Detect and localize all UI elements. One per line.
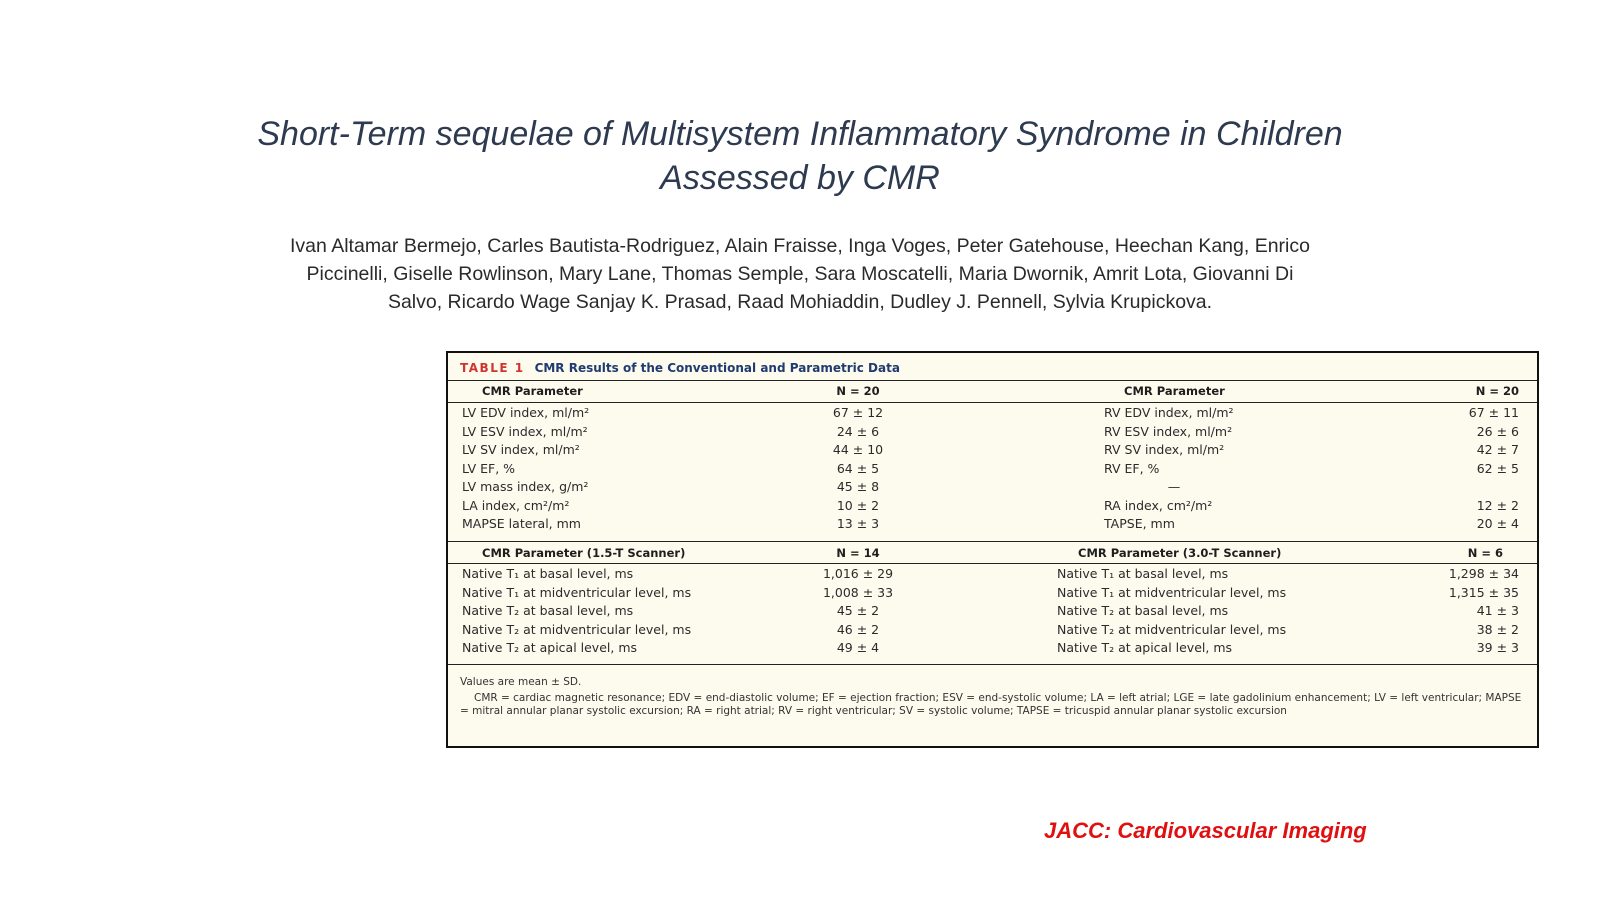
row-empty-dash: —: [1167, 479, 1181, 494]
row-value: 24 ± 6: [836, 423, 880, 439]
row-value: 38 ± 2: [1476, 621, 1519, 637]
row-parameter: Native T₂ at apical level, ms: [462, 640, 638, 655]
column-header: CMR Parameter: [482, 384, 583, 398]
row-value: 67 ± 12: [832, 405, 884, 420]
row-value: 1,298 ± 34: [1448, 566, 1519, 581]
table-rule: [448, 563, 1537, 564]
slide-title: [0, 112, 1600, 200]
row-value: 42 ± 7: [1476, 442, 1519, 457]
row-value: 45 ± 2: [836, 603, 880, 618]
row-parameter: Native T₁ at midventricular level, ms: [462, 584, 692, 600]
column-header: N = 6: [1467, 546, 1503, 560]
table-footnotes: [460, 676, 1525, 718]
column-header: N = 20: [1475, 384, 1519, 398]
row-value: 10 ± 2: [836, 497, 880, 513]
row-value: 1,008 ± 33: [822, 584, 894, 600]
row-parameter: TAPSE, mm: [1104, 516, 1175, 531]
column-header: N = 20: [836, 384, 880, 398]
row-parameter: LV mass index, g/m²: [462, 479, 589, 494]
row-parameter: Native T₂ at midventricular level, ms: [462, 621, 692, 637]
row-parameter: RV EDV index, ml/m²: [1104, 405, 1234, 420]
row-parameter: Native T₂ at midventricular level, ms: [1057, 621, 1287, 637]
row-value: 45 ± 8: [836, 479, 880, 494]
row-value: 62 ± 5: [1476, 460, 1519, 476]
row-parameter: Native T₁ at midventricular level, ms: [1057, 584, 1287, 600]
row-value: 12 ± 2: [1476, 497, 1519, 513]
row-parameter: LV EDV index, ml/m²: [462, 405, 590, 420]
row-parameter: LV ESV index, ml/m²: [462, 423, 588, 439]
row-value: 64 ± 5: [836, 460, 880, 476]
author-list: [240, 232, 1360, 316]
row-parameter: Native T₁ at basal level, ms: [1057, 566, 1229, 581]
row-parameter: RV ESV index, ml/m²: [1104, 423, 1233, 439]
row-value: 26 ± 6: [1476, 423, 1519, 439]
title-line: Assessed by CMR: [660, 159, 940, 197]
row-value: 20 ± 4: [1476, 516, 1519, 531]
author-line: Salvo, Ricardo Wage Sanjay K. Prasad, Raad Mohiaddin, Dudley J. Pennell, Sylvia Krupickova.: [387, 291, 1213, 313]
column-header: CMR Parameter (1.5-T Scanner): [482, 546, 686, 560]
row-value: 44 ± 10: [832, 442, 884, 457]
row-parameter: RV SV index, ml/m²: [1104, 442, 1225, 457]
table-label: TABLE 1: [460, 361, 525, 375]
row-parameter: RV EF, %: [1104, 460, 1160, 476]
column-header: CMR Parameter: [1124, 384, 1225, 398]
row-value: 39 ± 3: [1476, 640, 1519, 655]
row-value: 46 ± 2: [836, 621, 880, 637]
row-parameter: Native T₂ at basal level, ms: [462, 603, 634, 618]
row-parameter: RA index, cm²/m²: [1104, 497, 1213, 513]
row-parameter: LV SV index, ml/m²: [462, 442, 580, 457]
row-value: 49 ± 4: [836, 640, 880, 655]
title-line: Short-Term sequelae of Multisystem Inflammatory Syndrome in Children: [257, 115, 1343, 153]
row-value: 67 ± 11: [1468, 405, 1519, 420]
journal-name: JACC: Cardiovascular Imaging: [1044, 818, 1367, 843]
table-rule: [448, 402, 1537, 403]
table-caption: [460, 361, 900, 375]
table-rule: [448, 380, 1537, 381]
row-value: 1,315 ± 35: [1448, 584, 1519, 600]
row-parameter: LV EF, %: [462, 460, 516, 476]
row-parameter: Native T₂ at basal level, ms: [1057, 603, 1229, 618]
footnote-abbreviations: CMR = cardiac magnetic resonance; EDV = end-diastolic volume; EF = ejection fraction; ESV = end-systolic volume; LA = left atrial; LGE = late gadolinium enhancement; LV = left ventricular; MAPSE = mitral annular planar systolic excursion; RA = right atrial; RV = right ventricular; SV = systolic volume; TAPSE = tricuspid annular planar systolic excursion: [460, 692, 1522, 717]
column-header: CMR Parameter (3.0-T Scanner): [1078, 546, 1282, 560]
row-value: 13 ± 3: [836, 516, 880, 531]
row-value: 1,016 ± 29: [822, 566, 894, 581]
row-value: 41 ± 3: [1476, 603, 1519, 618]
author-line: Ivan Altamar Bermejo, Carles Bautista-Rodriguez, Alain Fraisse, Inga Voges, Peter Gatehouse, Heechan Kang, Enrico: [290, 235, 1310, 257]
table-caption-text: CMR Results of the Conventional and Parametric Data: [534, 361, 900, 375]
footnote-values: Values are mean ± SD.: [460, 676, 582, 688]
row-parameter: Native T₁ at basal level, ms: [462, 566, 634, 581]
results-table-figure: [446, 351, 1539, 748]
row-parameter: LA index, cm²/m²: [462, 497, 570, 513]
table-rule: [448, 541, 1537, 542]
row-parameter: MAPSE lateral, mm: [462, 516, 581, 531]
table-rule: [448, 664, 1537, 665]
column-header: N = 14: [836, 546, 880, 560]
author-line: Piccinelli, Giselle Rowlinson, Mary Lane, Thomas Semple, Sara Moscatelli, Maria Dwornik, Amrit Lota, Giovanni Di: [306, 263, 1294, 285]
row-parameter: Native T₂ at apical level, ms: [1057, 640, 1233, 655]
